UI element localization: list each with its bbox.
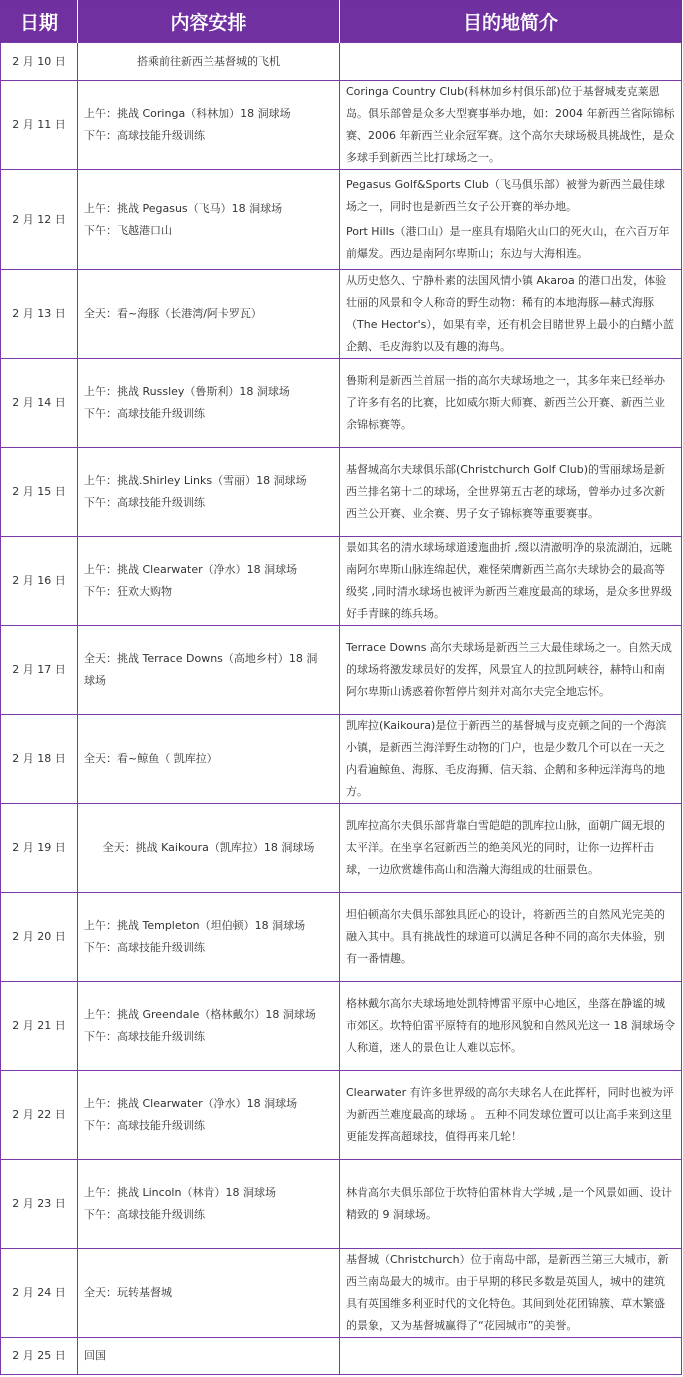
table-row bbox=[1, 170, 682, 270]
dest-paragraph: 从历史悠久、宁静朴素的法国风情小镇 Akaroa 的港口出发，体验壮丽的风景和令人称奇的野生动物：稀有的本地海豚—赫式海豚（The Hector's），如果有幸，还有机会目睹世界上最小的白鳍小蓝企鹅、毛皮海豹以及有趣的海鸟。 bbox=[346, 274, 674, 353]
table-row bbox=[1, 359, 682, 448]
dest-paragraph: 景如其名的清水球场球道逶迤曲折 ,缀以清澈明净的泉流湖泊，远眺南阿尔卑斯山脉连绵起伏，难怪荣膺新西兰高尔夫球协会的最高等级奖 ,同时清水球场也被评为新西兰难度最高的球场，是众多世界级好手青睐的练兵场。 bbox=[346, 541, 672, 620]
plan-cell bbox=[78, 448, 340, 537]
plan-line: 全天：挑战 Terrace Downs（高地乡村）18 洞 bbox=[84, 652, 318, 665]
dest-cell bbox=[340, 804, 682, 893]
plan-line: 上午：挑战.Shirley Links（雪丽）18 洞球场 bbox=[84, 474, 307, 487]
date-cell: 2 月 21 日 bbox=[1, 982, 78, 1071]
dest-paragraph: 凯库拉高尔夫俱乐部背靠白雪皑皑的凯库拉山脉，面朝广阔无垠的太平洋。在坐享名冠新西兰的绝美风光的同时，让你一边挥杆击球，一边欣赏雄伟高山和浩瀚大海组成的壮丽景色。 bbox=[346, 819, 665, 876]
table-row bbox=[1, 1160, 682, 1249]
header-date: 日期 bbox=[1, 1, 78, 43]
plan-line: 下午：飞越港口山 bbox=[84, 223, 172, 237]
dest-cell bbox=[340, 1249, 682, 1338]
plan-line: 下午：狂欢大购物 bbox=[84, 585, 172, 598]
plan-line: 上午：挑战 Greendale（格林戴尔）18 洞球场 bbox=[84, 1008, 316, 1021]
date-cell: 2 月 14 日 bbox=[1, 359, 78, 448]
plan-line: 下午：高球技能升级训练 bbox=[84, 941, 205, 954]
dest-cell bbox=[340, 81, 682, 170]
date-cell: 2 月 20 日 bbox=[1, 893, 78, 982]
dest-cell bbox=[340, 359, 682, 448]
date-cell: 2 月 15 日 bbox=[1, 448, 78, 537]
table-row bbox=[1, 982, 682, 1071]
plan-cell bbox=[78, 1160, 340, 1249]
dest-cell bbox=[340, 43, 682, 81]
table-row bbox=[1, 537, 682, 626]
plan-line: 搭乘前往新西兰基督城的飞机 bbox=[137, 54, 280, 68]
dest-cell bbox=[340, 1160, 682, 1249]
plan-line: 下午：高球技能升级训练 bbox=[84, 1208, 205, 1221]
dest-paragraph: Terrace Downs 高尔夫球场是新西兰三大最佳球场之一。自然天成的球场将激发球员好的发挥，风景宜人的拉凯阿峡谷，赫特山和南阿尔卑斯山诱惑着你暂停片刻并对高尔夫完全地忘怀。 bbox=[346, 641, 672, 698]
dest-cell bbox=[340, 170, 682, 270]
plan-line: 下午：高球技能升级训练 bbox=[84, 1030, 205, 1043]
plan-cell bbox=[78, 626, 340, 715]
dest-paragraph: 基督城高尔夫球俱乐部(Christchurch Golf Club)的雪丽球场是新西兰排名第十二的球场，全世界第五古老的球场，曾举办过多次新西兰公开赛、业余赛、男子女子锦标赛等重要赛事。 bbox=[346, 463, 666, 520]
table-row bbox=[1, 804, 682, 893]
plan-line: 全天：看~海豚（长港湾/阿卡罗瓦） bbox=[84, 307, 262, 320]
dest-paragraph: 凯库拉(Kaikoura)是位于新西兰的基督城与皮克顿之间的一个海滨小镇，是新西兰海洋野生动物的门户，也是少数几个可以在一天之内看遍鲸鱼、海豚、毛皮海狮、信天翁、企鹅和多种远洋海鸟的地方。 bbox=[346, 719, 667, 798]
plan-line: 下午：高球技能升级训练 bbox=[84, 1119, 205, 1132]
plan-cell bbox=[78, 893, 340, 982]
date-cell: 2 月 25 日 bbox=[1, 1338, 78, 1375]
plan-line: 全天：看~鲸鱼（ 凯库拉） bbox=[84, 752, 218, 765]
header-dest: 目的地简介 bbox=[340, 1, 682, 43]
dest-cell bbox=[340, 626, 682, 715]
plan-cell bbox=[78, 1071, 340, 1160]
table-row bbox=[1, 1249, 682, 1338]
plan-line: 上午：挑战 Lincoln（林肯）18 洞球场 bbox=[84, 1186, 276, 1199]
dest-paragraph: Port Hills（港口山）是一座具有塌陷火山口的死火山，在六百万年前爆发。西边是南阿尔卑斯山；东边与大海相连。 bbox=[346, 225, 670, 260]
plan-cell bbox=[78, 804, 340, 893]
plan-cell bbox=[78, 81, 340, 170]
plan-cell bbox=[78, 1338, 340, 1375]
dest-paragraph: Pegasus Golf&Sports Club（飞马俱乐部）被誉为新西兰最佳球场之一，同时也是新西兰女子公开赛的举办地。 bbox=[346, 178, 665, 213]
plan-cell bbox=[78, 1249, 340, 1338]
plan-line: 全天：玩转基督城 bbox=[84, 1286, 172, 1299]
dest-paragraph: 坦伯顿高尔夫俱乐部独具匠心的设计，将新西兰的自然风光完美的融入其中。具有挑战性的球道可以满足各种不同的高尔夫体验，别有一番情趣。 bbox=[346, 908, 665, 965]
table-row bbox=[1, 626, 682, 715]
date-cell: 2 月 17 日 bbox=[1, 626, 78, 715]
date-cell: 2 月 22 日 bbox=[1, 1071, 78, 1160]
plan-line: 上午：挑战 Russley（鲁斯利）18 洞球场 bbox=[84, 385, 290, 398]
plan-cell bbox=[78, 715, 340, 804]
date-cell: 2 月 24 日 bbox=[1, 1249, 78, 1338]
date-cell: 2 月 13 日 bbox=[1, 270, 78, 359]
dest-cell bbox=[340, 1338, 682, 1375]
header-row bbox=[1, 1, 682, 43]
date-cell: 2 月 11 日 bbox=[1, 81, 78, 170]
plan-cell bbox=[78, 359, 340, 448]
table-row bbox=[1, 715, 682, 804]
plan-cell bbox=[78, 982, 340, 1071]
plan-cell bbox=[78, 170, 340, 270]
plan-line: 下午：高球技能升级训练 bbox=[84, 496, 205, 509]
table-row bbox=[1, 893, 682, 982]
table-row bbox=[1, 43, 682, 81]
dest-cell bbox=[340, 893, 682, 982]
date-cell: 2 月 10 日 bbox=[1, 43, 78, 81]
plan-line: 上午：挑战 Templeton（坦伯顿）18 洞球场 bbox=[84, 919, 306, 932]
table-row bbox=[1, 1071, 682, 1160]
dest-cell bbox=[340, 1071, 682, 1160]
plan-line: 上午：挑战 Pegasus（飞马）18 洞球场 bbox=[84, 201, 283, 215]
dest-paragraph: 林肯高尔夫俱乐部位于坎特伯雷林肯大学城 ,是一个风景如画、设计精致的 9 洞球场。 bbox=[346, 1186, 672, 1221]
date-cell: 2 月 19 日 bbox=[1, 804, 78, 893]
dest-paragraph: Coringa Country Club(科林加乡村俱乐部)位于基督城麦克莱恩岛。俱乐部曾是众多大型赛事举办地，如：2004 年新西兰省际锦标赛、2006 年新西兰业余冠军赛。这个高尔夫球场极具挑战性，是众多球手到新西兰比打球场之一。 bbox=[346, 85, 675, 164]
dest-cell bbox=[340, 715, 682, 804]
plan-cell bbox=[78, 270, 340, 359]
date-cell: 2 月 23 日 bbox=[1, 1160, 78, 1249]
dest-paragraph: 鲁斯利是新西兰首屈一指的高尔夫球场地之一，其多年来已经举办了许多有名的比赛，比如威尔斯大师赛、新西兰公开赛、新西兰业余锦标赛等。 bbox=[346, 374, 665, 431]
dest-cell bbox=[340, 270, 682, 359]
plan-line: 上午：挑战 Coringa（科林加）18 洞球场 bbox=[84, 107, 291, 120]
plan-line: 下午：高球技能升级训练 bbox=[84, 407, 205, 420]
plan-line: 回国 bbox=[84, 1349, 106, 1362]
plan-line: 上午：挑战 Clearwater（净水）18 洞球场 bbox=[84, 563, 298, 576]
dest-paragraph: 格林戴尔高尔夫球场地处凯特博雷平原中心地区，坐落在静谧的城市郊区。坎特伯雷平原特有的地形风貌和自然风光这一 18 洞球场令人称道，迷人的景色让人难以忘怀。 bbox=[346, 997, 675, 1054]
plan-line: 球场 bbox=[84, 674, 106, 687]
table-row bbox=[1, 1338, 682, 1375]
date-cell: 2 月 12 日 bbox=[1, 170, 78, 270]
header-plan: 内容安排 bbox=[78, 1, 340, 43]
dest-paragraph: 基督城（Christchurch）位于南岛中部，是新西兰第三大城市，新西兰南岛最大的城市。由于早期的移民多数是英国人，城中的建筑具有英国维多利亚时代的文化特色。其间到处花团锦簇、草木繁盛的景象，又为基督城赢得了“花园城市”的美誉。 bbox=[346, 1253, 669, 1332]
table-row bbox=[1, 448, 682, 537]
date-cell: 2 月 16 日 bbox=[1, 537, 78, 626]
date-cell: 2 月 18 日 bbox=[1, 715, 78, 804]
table-row bbox=[1, 81, 682, 170]
plan-line: 全天：挑战 Kaikoura（凯库拉）18 洞球场 bbox=[102, 841, 315, 854]
dest-cell bbox=[340, 982, 682, 1071]
plan-line: 下午：高球技能升级训练 bbox=[84, 129, 205, 142]
plan-cell bbox=[78, 43, 340, 81]
dest-cell bbox=[340, 537, 682, 626]
table-row bbox=[1, 270, 682, 359]
plan-line: 上午：挑战 Clearwater（净水）18 洞球场 bbox=[84, 1097, 298, 1110]
dest-paragraph: Clearwater 有许多世界级的高尔夫球名人在此挥杆，同时也被为评为新西兰难度最高的球场 。 五种不同发球位置可以让高手来到这里更能发挥高超球技，值得再来几轮！ bbox=[346, 1086, 674, 1143]
dest-cell bbox=[340, 448, 682, 537]
plan-cell bbox=[78, 537, 340, 626]
